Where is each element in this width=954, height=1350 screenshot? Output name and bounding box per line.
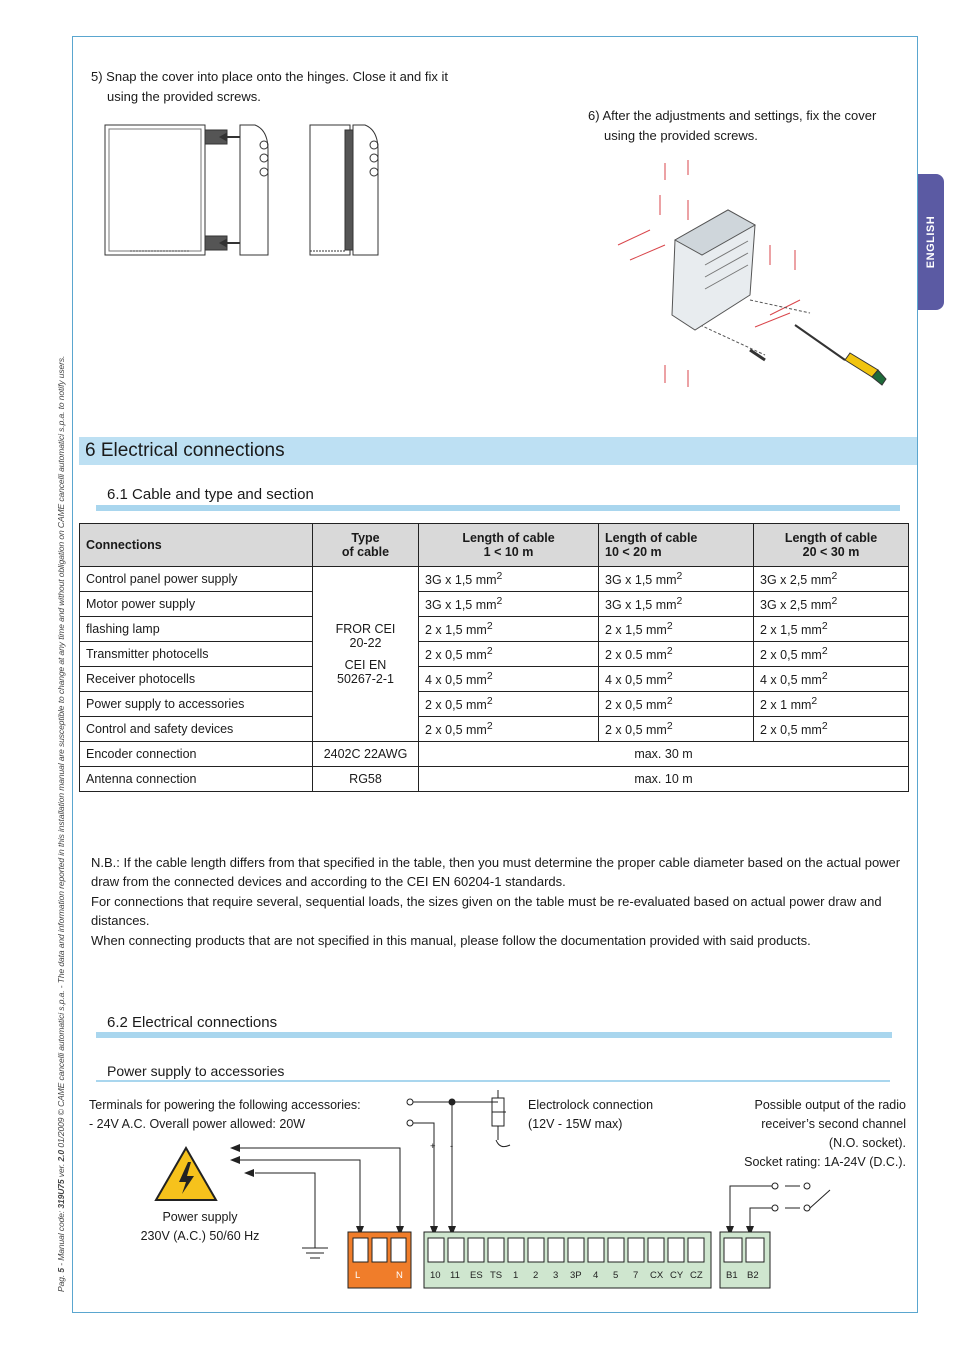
terminal-label: 7 xyxy=(633,1270,639,1281)
terminal-label: 4 xyxy=(593,1270,599,1281)
cell: 3G x 2,5 $mm^2$ xyxy=(754,592,909,617)
table-row xyxy=(80,742,909,767)
cell: 3G x 2,5 $mm^2$ xyxy=(754,567,909,592)
terminal-label: 3 xyxy=(553,1270,559,1281)
cell: 2 x 0,5 $mm^2$ xyxy=(599,692,754,717)
cell: 2 x 0,5 $mm^2$ xyxy=(419,692,599,717)
cable-note: N.B.: If the cable length differs from that specified in the table, then you must determine the proper cable diameter based on the actual power draw from the connected devices and according to the CEI EN 60204-1 standards. For connections that require several, sequential loads, the sizes given on the table must be re-evaluated based on actual power draw and distances. When connecting products that are not specified in this manual, please follow the documentation provided with said products. xyxy=(91,855,901,948)
cell: 2 x 0,5 $mm^2$ xyxy=(754,642,909,667)
cell: 4 x 0,5 $mm^2$ xyxy=(419,667,599,692)
terminal-label: TS xyxy=(490,1270,503,1281)
cable-table xyxy=(79,523,909,792)
power-supply-label: Power supply 230V (A.C.) 50/60 Hz xyxy=(140,1210,260,1243)
terminal-label: CY xyxy=(670,1270,684,1281)
header-type: Type of cable xyxy=(313,524,419,567)
table-row xyxy=(80,592,909,617)
language-tab: ENGLISH xyxy=(918,174,944,310)
row-label: Receiver photocells xyxy=(80,667,313,692)
cell: 3G x 1,5 $mm^2$ xyxy=(599,592,754,617)
cell: 2 x 1,5 $mm^2$ xyxy=(754,617,909,642)
subsection-6-1-title: 6.1 Cable and type and section xyxy=(107,486,314,503)
cell: 2 x 0.5 $mm^2$ xyxy=(599,642,754,667)
section-header: 6 Electrical connections xyxy=(79,437,917,465)
row-label: flashing lamp xyxy=(80,617,313,642)
terminal-label: 10 xyxy=(430,1270,441,1281)
header-length-2: Length of cable 10 < 20 m xyxy=(599,524,754,567)
table-header-row xyxy=(80,524,909,567)
cell: 3G x 1,5 $mm^2$ xyxy=(419,592,599,617)
minus-label: - xyxy=(450,1141,454,1152)
cell: 2402C 22AWG xyxy=(313,742,419,767)
table-row xyxy=(80,692,909,717)
terminal-label: ES xyxy=(470,1270,483,1281)
cell: 3G x 1,5 $mm^2$ xyxy=(419,567,599,592)
row-label: Encoder connection xyxy=(80,742,313,767)
table-row xyxy=(80,567,909,592)
terminal-label-N: N xyxy=(396,1270,403,1281)
row-label: Control panel power supply xyxy=(80,567,313,592)
subsection-underline xyxy=(96,1080,890,1082)
subsection-6-2-title: 6.2 Electrical connections xyxy=(107,1014,278,1031)
row-label: Antenna connection xyxy=(80,767,313,792)
terminal-label: CZ xyxy=(690,1270,703,1281)
table-row xyxy=(80,617,909,642)
table-row xyxy=(80,642,909,667)
row-label: Control and safety devices xyxy=(80,717,313,742)
row-label: Transmitter photocells xyxy=(80,642,313,667)
cell: 2 x 1,5 $mm^2$ xyxy=(419,617,599,642)
cover-hinge-illustration xyxy=(100,120,390,260)
cell: max. 30 m xyxy=(419,742,909,767)
side-copyright-note: Pag. 5 - Manual code: 319U75 ver. 2.0 01/2009 © CAME cancelli automatici s.p.a. - The data and information reported in this installation manual are susceptible to change at any time and without obligation on CAME cancelli automatici s.p.a. to notify users. xyxy=(56,355,66,1292)
cable-type-merged: FROR CEI 20-22 CEI EN 50267-2-1 xyxy=(313,567,419,742)
high-voltage-warning-icon xyxy=(154,1146,218,1202)
cover-screws-illustration xyxy=(610,155,900,390)
step-6-text: 6) After the adjustments and settings, fix the cover using the provided screws. xyxy=(588,108,877,143)
terminal-label-B1: B1 xyxy=(726,1270,738,1281)
table-row xyxy=(80,717,909,742)
step-5-text: 5) Snap the cover into place onto the hinges. Close it and fix it using the provided screws. xyxy=(91,69,448,104)
radio-output-label: Possible output of the radio receiver’s second channel (N.O. socket). Socket rating: 1A-24V (D.C.). xyxy=(744,1098,906,1169)
cell: 2 x 1 $mm^2$ xyxy=(754,692,909,717)
subsection-underline xyxy=(96,505,900,511)
cell: 2 x 0,5 $mm^2$ xyxy=(419,717,599,742)
terminal-label-L: L xyxy=(355,1270,361,1281)
row-label: Motor power supply xyxy=(80,592,313,617)
terminals-description: Terminals for powering the following accessories: - 24V A.C. Overall power allowed: 20W xyxy=(89,1098,361,1131)
subsection-underline xyxy=(96,1032,892,1038)
terminal-label: 11 xyxy=(450,1270,460,1281)
terminal-label: CX xyxy=(650,1270,664,1281)
row-label: Power supply to accessories xyxy=(80,692,313,717)
terminal-label-B2: B2 xyxy=(747,1270,759,1281)
cell: 2 x 0,5 $mm^2$ xyxy=(754,717,909,742)
table-row xyxy=(80,767,909,792)
terminal-label: 1 xyxy=(513,1270,519,1281)
cell: 3G x 1,5 $mm^2$ xyxy=(599,567,754,592)
cell: max. 10 m xyxy=(419,767,909,792)
table-row xyxy=(80,667,909,692)
cell: 2 x 0,5 $mm^2$ xyxy=(599,717,754,742)
header-length-1: Length of cable 1 < 10 m xyxy=(419,524,599,567)
wiring-diagram xyxy=(230,1090,920,1300)
terminal-label: 3P xyxy=(570,1270,582,1281)
header-connections: Connections xyxy=(80,524,313,567)
terminal-label: 5 xyxy=(613,1270,619,1281)
cell: 4 x 0,5 $mm^2$ xyxy=(754,667,909,692)
cell: RG58 xyxy=(313,767,419,792)
terminal-label: 2 xyxy=(533,1270,539,1281)
plus-label: + xyxy=(430,1141,436,1152)
cell: 2 x 1,5 $mm^2$ xyxy=(599,617,754,642)
cell: 2 x 0,5 $mm^2$ xyxy=(419,642,599,667)
cell: 4 x 0,5 $mm^2$ xyxy=(599,667,754,692)
electrolock-label: Electrolock connection (12V - 15W max) xyxy=(528,1098,654,1131)
power-accessories-title: Power supply to accessories xyxy=(107,1063,285,1079)
header-length-3: Length of cable 20 < 30 m xyxy=(754,524,909,567)
